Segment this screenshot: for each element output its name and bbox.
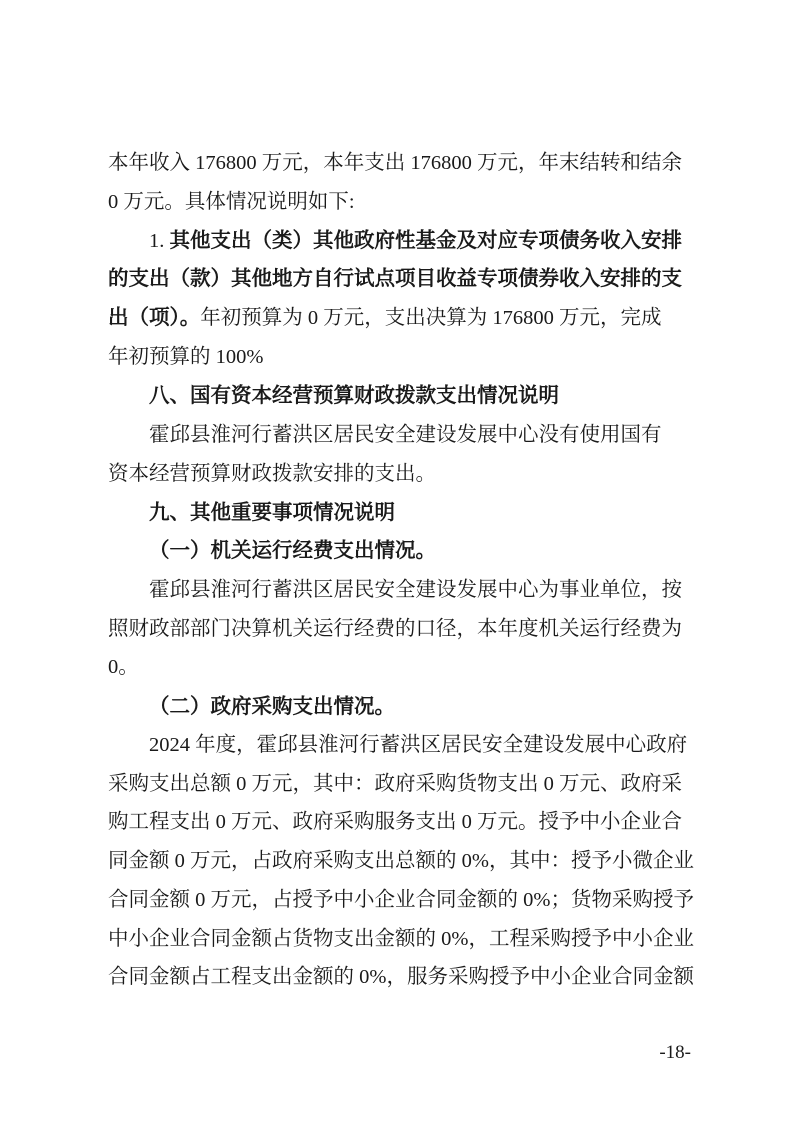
text-line: [108, 189, 691, 215]
text-line: [149, 577, 691, 603]
text-segment: 本年收入 176800 万元，本年支出 176800 万元，年末结转和结余: [108, 152, 682, 174]
text-line: [149, 228, 691, 254]
text-line: [108, 964, 694, 990]
text-segment: 2024 年度，霍邱县淮河行蓄洪区居民安全建设发展中心政府: [149, 734, 688, 756]
text-line: [149, 732, 691, 758]
bold-text: 八、国有资本经营预算财政拨款支出情况说明: [149, 384, 559, 407]
bold-text: （一）机关运行经费支出情况。: [149, 539, 436, 562]
text-segment: 合同金额 0 万元，占授予中小企业合同金额的 0%；货物采购授予: [108, 889, 694, 911]
text-segment: 年初预算的 100%: [108, 346, 264, 368]
bold-text: 九、其他重要事项情况说明: [149, 501, 395, 524]
text-line: [108, 344, 691, 370]
text-line: [108, 461, 691, 487]
text-segment: 年初预算为 0 万元，支出决算为 176800 万元，完成: [200, 307, 662, 329]
text-line: [108, 266, 691, 292]
text-segment: 合同金额占工程支出金额的 0%，服务采购授予中小企业合同金额: [108, 966, 694, 988]
text-line: [149, 383, 691, 409]
text-segment: 采购支出总额 0 万元，其中：政府采购货物支出 0 万元、政府采: [108, 773, 682, 795]
text-line: [108, 305, 691, 331]
text-line: [149, 538, 691, 564]
text-segment: 照财政部部门决算机关运行经费的口径，本年度机关运行经费为: [108, 618, 682, 640]
text-line: [108, 887, 694, 913]
text-segment: 霍邱县淮河行蓄洪区居民安全建设发展中心没有使用国有: [149, 424, 662, 446]
text-line: [149, 694, 691, 720]
text-segment: 同金额 0 万元，占政府采购支出总额的 0%，其中：授予小微企业: [108, 850, 694, 872]
text-segment: 中小企业合同金额占货物支出金额的 0%，工程采购授予中小企业: [108, 928, 694, 950]
bold-text: （二）政府采购支出情况。: [149, 695, 395, 718]
text-line: [108, 848, 694, 874]
text-line: [108, 771, 691, 797]
bold-text: 的支出（款）其他地方自行试点项目收益专项债券收入安排的支: [108, 267, 682, 290]
page-number: -18-: [659, 1042, 691, 1063]
text-line: [149, 422, 691, 448]
text-segment: 资本经营预算财政拨款安排的支出。: [108, 463, 436, 485]
text-line: [149, 500, 691, 526]
text-segment: 0。: [108, 656, 139, 678]
text-line: [108, 654, 691, 680]
text-segment: 0 万元。具体情况说明如下:: [108, 191, 355, 213]
text-line: [108, 926, 694, 952]
text-segment: 购工程支出 0 万元、政府采购服务支出 0 万元。授予中小企业合: [108, 811, 682, 833]
text-line: [108, 809, 691, 835]
text-line: [108, 150, 691, 176]
text-line: [108, 616, 691, 642]
bold-text: 出（项）。: [108, 306, 201, 329]
text-segment: 霍邱县淮河行蓄洪区居民安全建设发展中心为事业单位，按: [149, 579, 682, 601]
bold-text: 其他支出（类）其他政府性基金及对应专项债务收入安排: [169, 229, 682, 252]
text-segment: 1.: [149, 230, 170, 252]
